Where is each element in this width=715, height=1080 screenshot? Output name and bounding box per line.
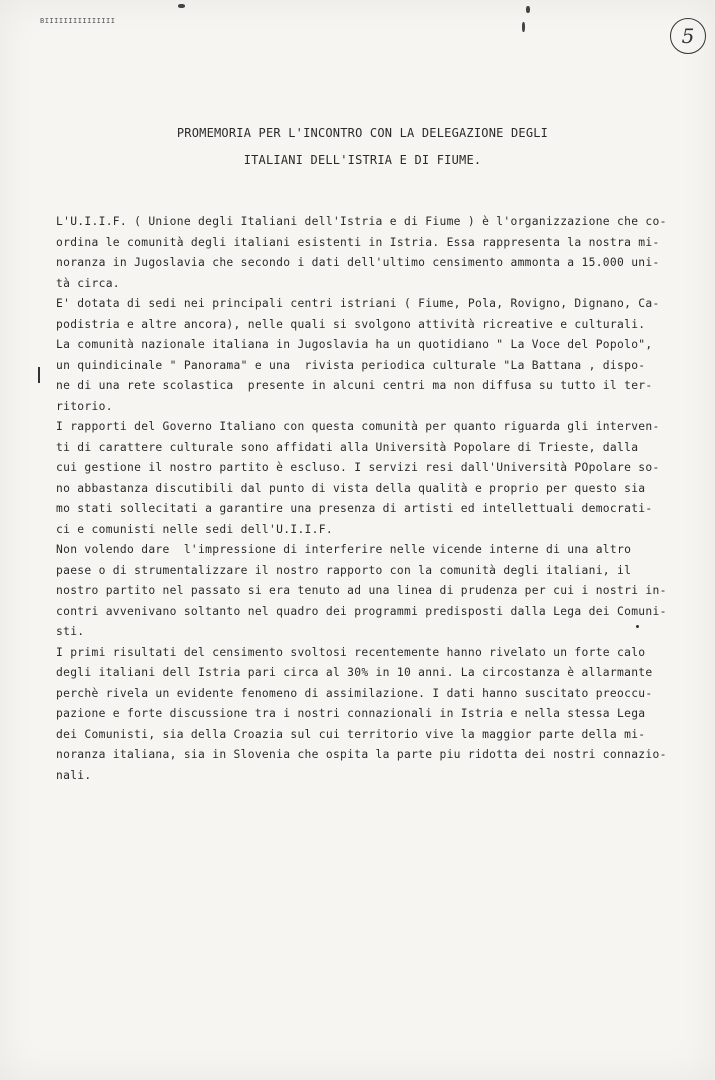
body-line: mo stati sollecitati a garantire una presenza di artisti ed intellettuali democrati-: [56, 502, 653, 515]
body-line: degli italiani dell Istria pari circa al 30% in 10 anni. La circostanza è allarmante: [56, 666, 653, 679]
body-line: contri avvenivano soltanto nel quadro dei programmi predisposti dalla Lega dei Comuni-: [56, 604, 667, 618]
body-line: nali.: [56, 768, 92, 782]
title-line: PROMEMORIA PER L'INCONTRO CON LA DELEGAZIONE DEGLI: [176, 126, 549, 140]
body-line: ordina le comunità degli italiani esistenti in Istria. Essa rappresenta la nostra mi-: [56, 235, 660, 249]
body-line: perchè rivela un evidente fenomeno di assimilazione. I dati hanno suscitato preoccu-: [56, 686, 653, 700]
body-line: sti.: [56, 625, 85, 638]
body-line: I primi risultati del censimento svoltosi recentemente hanno rivelato un forte calo: [56, 645, 646, 659]
body-line: ti di carattere culturale sono affidati alla Università Popolare di Trieste, dalla: [56, 440, 639, 454]
body-line: I rapporti del Governo Italiano con questa comunità per quanto riguarda gli interven-: [56, 420, 660, 433]
handwritten-page-number: 5: [670, 18, 706, 54]
title-line: ITALIANI DELL'ISTRIA E DI FIUME.: [243, 153, 482, 167]
margin-mark: [38, 367, 40, 383]
body-text: [56, 212, 667, 786]
body-line: ci e comunisti nelle sedi dell'U.I.I.F.: [56, 522, 333, 536]
body-line: pazione e forte discussione tra i nostri connazionali in Istria e nella stessa Lega: [56, 707, 646, 720]
body-line: podistria e altre ancora), nelle quali si svolgono attività ricreative e culturali.: [56, 317, 646, 331]
body-line: ne di una rete scolastica presente in alcuni centri ma non diffusa su tutto il ter-: [56, 379, 653, 392]
body-line: ritorio.: [56, 399, 113, 413]
ink-blot-mark: [526, 6, 530, 13]
body-line: E' dotata di sedi nei principali centri istriani ( Fiume, Pola, Rovigno, Dignano, Ca-: [56, 297, 660, 310]
body-line: noranza italiana, sia in Slovenia che ospita la parte piu ridotta dei nostri connazio-: [56, 748, 667, 761]
body-line: paese o di strumentalizzare il nostro rapporto con la comunità degli italiani, il: [56, 563, 632, 577]
body-line: tà circa.: [56, 276, 120, 290]
ink-blot-mark: [522, 22, 525, 32]
body-line: nostro partito nel passato si era tenuto ad una linea di prudenza per cui i nostri in-: [56, 584, 667, 597]
body-line: Non volendo dare l'impressione di interferire nelle vicende interne di una altro: [56, 543, 632, 556]
body-line: dei Comunisti, sia della Croazia sul cui territorio vive la maggior parte della mi-: [56, 727, 646, 741]
body-line: noranza in Jugoslavia che secondo i dati dell'ultimo censimento ammonta a 15.000 uni-: [56, 256, 660, 269]
body-line: L'U.I.I.F. ( Unione degli Italiani dell'Istria e di Fiume ) è l'organizzazione che co-: [56, 215, 667, 228]
body-line: La comunità nazionale italiana in Jugoslavia ha un quotidiano " La Voce del Popolo",: [56, 338, 653, 351]
archive-stamp-mark: BIIIIIIIIIIIIIII: [40, 17, 116, 25]
body-line: no abbastanza discutibili dal punto di vista della qualità e proprio per questo sia: [56, 481, 646, 495]
ink-blot-mark: [178, 4, 185, 8]
body-line: un quindicinale " Panorama" e una rivista periodica culturale "La Battana , dispo-: [56, 358, 646, 372]
body-line: cui gestione il nostro partito è escluso. I servizi resi dall'Università POpolare so-: [56, 461, 660, 474]
document-title: [0, 120, 715, 174]
